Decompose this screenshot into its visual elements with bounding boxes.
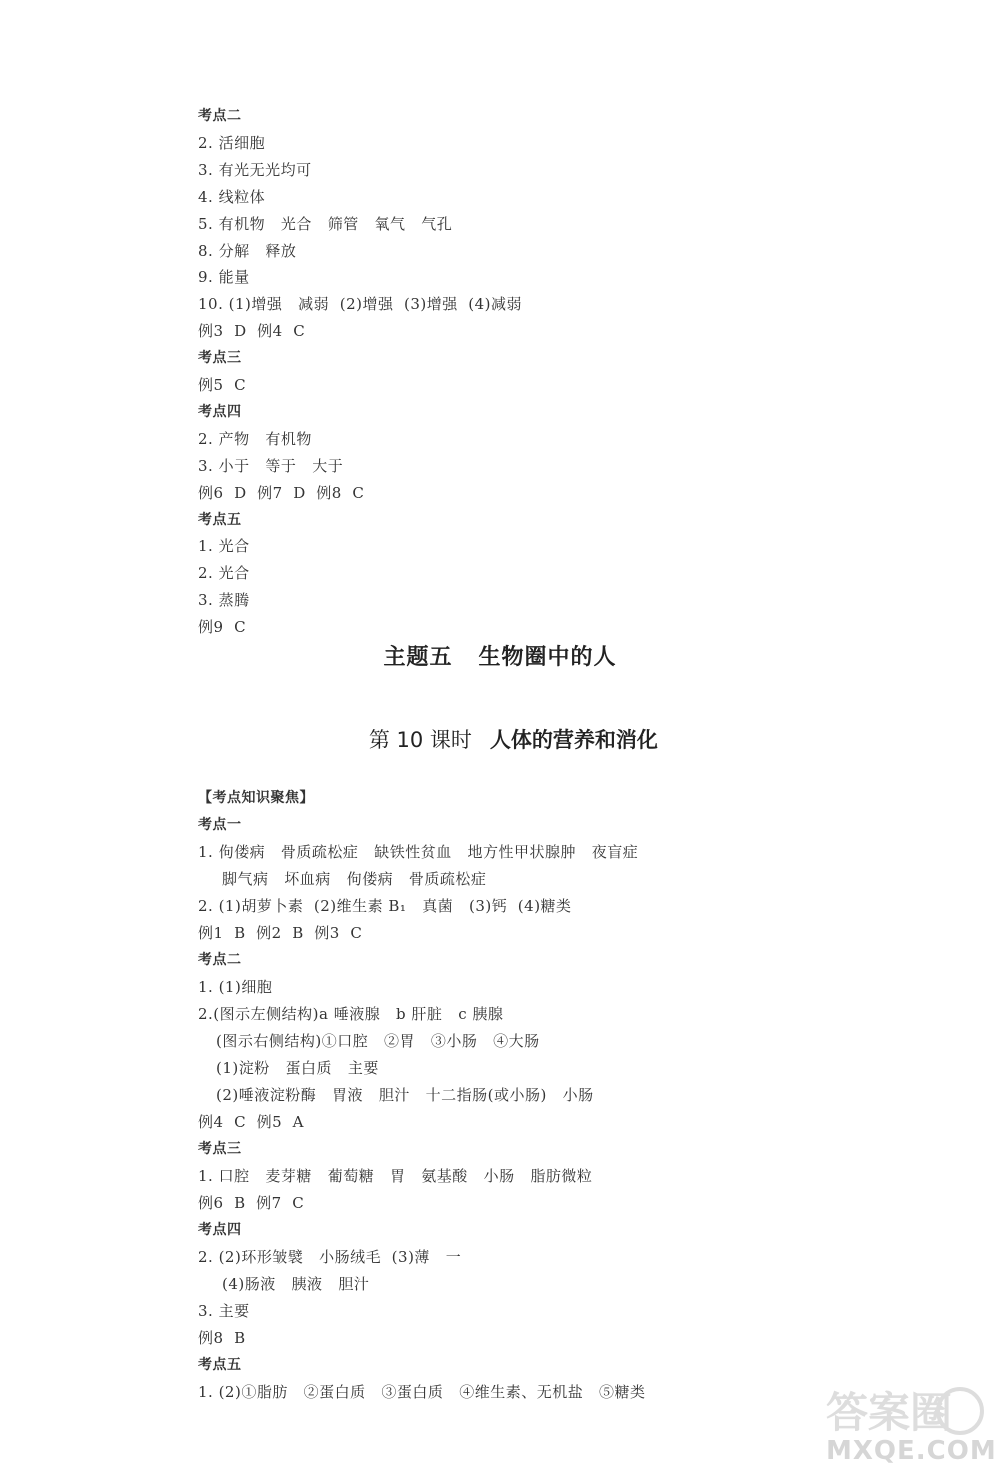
answer-line: 1. (2)①脂肪 ②蛋白质 ③蛋白质 ④维生素、无机盐 ⑤糖类 xyxy=(198,1383,646,1401)
answer-line: 例5 C xyxy=(198,376,247,394)
watermark-url: MXQE.COM xyxy=(826,1436,997,1466)
section-heading: 【考点知识聚焦】 xyxy=(198,790,314,806)
answer-line: 例1 B 例2 B 例3 C xyxy=(198,924,363,942)
answer-line: 2. 光合 xyxy=(198,564,250,583)
answer-line: 例6 B 例7 C xyxy=(198,1194,305,1212)
answer-line: 1. 光合 xyxy=(198,537,250,556)
answer-line: 10. (1)增强 减弱 (2)增强 (3)增强 (4)减弱 xyxy=(198,295,523,314)
theme-title: 主题五 生物圈中的人 xyxy=(383,645,617,670)
section-heading: 考点五 xyxy=(198,511,242,528)
watermark-logo-text: 答案圈 xyxy=(826,1388,953,1437)
section-heading: 考点三 xyxy=(198,1141,242,1157)
section-heading: 考点四 xyxy=(198,403,242,420)
answer-line: 1. 佝偻病 骨质疏松症 缺铁性贫血 地方性甲状腺肿 夜盲症 xyxy=(198,843,639,861)
answer-line: 例4 C 例5 A xyxy=(198,1113,305,1131)
answer-line: 3. 小于 等于 大于 xyxy=(198,456,344,475)
answer-line: (2)唾液淀粉酶 胃液 胆汁 十二指肠(或小肠) 小肠 xyxy=(216,1086,594,1104)
section-heading: 考点一 xyxy=(198,817,242,833)
lesson-name: 人体的营养和消化 xyxy=(489,728,658,752)
answer-line: 5. 有机物 光合 筛管 氧气 气孔 xyxy=(198,214,453,233)
answer-line: 2. (2)环形皱襞 小肠绒毛 (3)薄 一 xyxy=(198,1248,462,1266)
answer-line: 4. 线粒体 xyxy=(198,187,266,206)
section-heading: 考点二 xyxy=(198,108,242,124)
answer-line: 1. (1)细胞 xyxy=(198,978,273,996)
answer-line: 例9 C xyxy=(198,618,247,637)
answer-line: 1. 口腔 麦芽糖 葡萄糖 胃 氨基酸 小肠 脂肪微粒 xyxy=(198,1167,593,1185)
answer-line: 3. 蒸腾 xyxy=(198,591,250,610)
answer-line: 8. 分解 释放 xyxy=(198,241,297,260)
lesson-number: 第 10 课时 xyxy=(368,728,472,752)
answer-line: 2. 活细胞 xyxy=(198,133,266,152)
section-heading: 考点四 xyxy=(198,1222,242,1238)
section-heading: 考点二 xyxy=(198,952,242,968)
section-heading: 考点五 xyxy=(198,1357,242,1373)
answer-line: 9. 能量 xyxy=(198,268,250,287)
lesson-title xyxy=(0,700,1000,778)
answer-line: (图示右侧结构)①口腔 ②胃 ③小肠 ④大肠 xyxy=(216,1032,540,1050)
answer-line: 2. (1)胡萝卜素 (2)维生素 B₁ 真菌 (3)钙 (4)糖类 xyxy=(198,897,572,915)
answer-line: 例3 D 例4 C xyxy=(198,322,306,341)
answer-line: 3. 有光无光均可 xyxy=(198,160,312,179)
answer-line: 例8 B xyxy=(198,1329,246,1347)
answer-line: (4)肠液 胰液 胆汁 xyxy=(222,1275,370,1293)
answer-line: 2.(图示左侧结构)a 唾液腺 b 肝脏 c 胰腺 xyxy=(198,1005,504,1023)
answer-line: 2. 产物 有机物 xyxy=(198,429,312,448)
answer-line: 例6 D 例7 D 例8 C xyxy=(198,483,365,502)
section-heading: 考点三 xyxy=(198,350,242,367)
answer-line: 3. 主要 xyxy=(198,1302,250,1320)
answer-line: (1)淀粉 蛋白质 主要 xyxy=(216,1059,379,1077)
answer-line: 脚气病 坏血病 佝偻病 骨质疏松症 xyxy=(222,870,487,888)
